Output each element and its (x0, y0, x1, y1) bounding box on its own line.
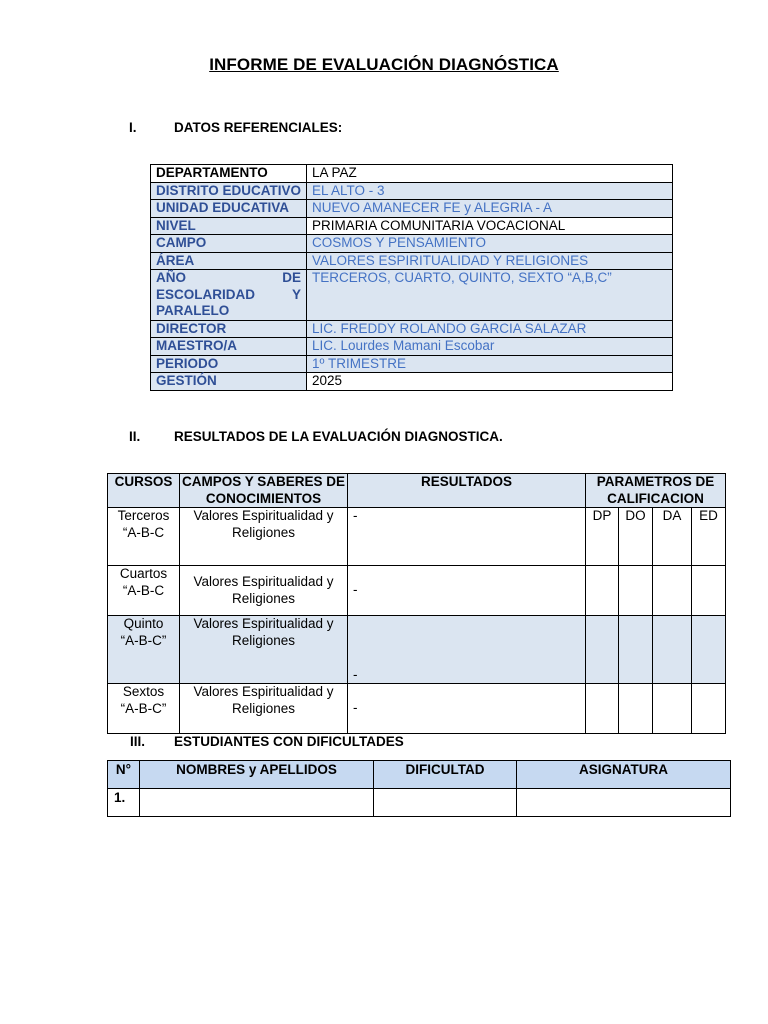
row-number: 1. (108, 789, 140, 817)
param-cell (692, 566, 726, 616)
field-label: UNIDAD EDUCATIVA (151, 200, 307, 218)
field-label-line: PARALELO (156, 303, 230, 318)
table-header-row (108, 474, 726, 508)
section-number: I. (129, 120, 137, 135)
table-row (151, 217, 673, 235)
estudiantes-table (107, 760, 731, 817)
curso-cell (108, 616, 180, 684)
header-campos: CAMPOS Y SABERES DE CONOCIMIENTOS (180, 474, 348, 508)
header-numero: N° (108, 761, 140, 789)
table-row (108, 508, 726, 566)
field-label: CAMPO (151, 235, 307, 253)
table-row (108, 616, 726, 684)
section-label: DATOS REFERENCIALES: (174, 120, 343, 135)
curso-line: Sextos (122, 684, 165, 699)
header-parametros: PARAMETROS DE CALIFICACION (586, 474, 726, 508)
param-dp: DP (586, 508, 619, 566)
asignatura-cell[interactable] (517, 789, 731, 817)
dificultad-cell[interactable] (374, 789, 517, 817)
table-row (151, 235, 673, 253)
resultado-cell: - (348, 566, 586, 616)
table-row (151, 338, 673, 356)
table-row (151, 252, 673, 270)
section-number: II. (129, 429, 141, 444)
curso-line: “A-B-C (122, 582, 165, 598)
campo-cell: Valores Espiritualidad y Religiones (180, 566, 348, 616)
param-cell (653, 566, 692, 616)
header-nombres: NOMBRES y APELLIDOS (140, 761, 374, 789)
field-label: NIVEL (151, 217, 307, 235)
section-3-heading (130, 734, 630, 752)
param-cell (619, 684, 653, 734)
section-1-heading (129, 120, 529, 138)
curso-line: Cuartos (119, 566, 168, 581)
campo-cell: Valores Espiritualidad y Religiones (180, 508, 348, 566)
field-label-line: AÑO DE (156, 270, 301, 285)
param-cell (586, 616, 619, 684)
curso-line: “A-B-C (122, 524, 165, 540)
field-value: PRIMARIA COMUNITARIA VOCACIONAL (307, 217, 673, 235)
table-row (108, 684, 726, 734)
header-dificultad: DIFICULTAD (374, 761, 517, 789)
resultados-table (107, 473, 726, 734)
param-cell (619, 616, 653, 684)
table-row (151, 200, 673, 218)
section-label: RESULTADOS DE LA EVALUACIÓN DIAGNOSTICA. (174, 429, 503, 444)
param-da: DA (653, 508, 692, 566)
field-label: DIRECTOR (151, 320, 307, 338)
field-value: COSMOS Y PENSAMIENTO (307, 235, 673, 253)
field-label (151, 270, 307, 321)
field-value: NUEVO AMANECER FE y ALEGRIA - A (307, 200, 673, 218)
header-asignatura: ASIGNATURA (517, 761, 731, 789)
param-cell (692, 684, 726, 734)
curso-line: “A-B-C” (120, 700, 167, 716)
field-value: EL ALTO - 3 (307, 182, 673, 200)
curso-cell (108, 508, 180, 566)
header-cursos: CURSOS (108, 474, 180, 508)
resultado-cell: - (348, 508, 586, 566)
report-title: INFORME DE EVALUACIÓN DIAGNÓSTICA (209, 55, 559, 74)
field-value: LIC. Lourdes Mamani Escobar (307, 338, 673, 356)
param-cell (586, 566, 619, 616)
campo-cell: Valores Espiritualidad y Religiones (180, 616, 348, 684)
param-do: DO (619, 508, 653, 566)
param-cell (653, 684, 692, 734)
curso-cell (108, 684, 180, 734)
table-row (151, 355, 673, 373)
field-value: LIC. FREDDY ROLANDO GARCIA SALAZAR (307, 320, 673, 338)
table-header-row (108, 761, 731, 789)
field-label: DEPARTAMENTO (151, 165, 307, 183)
table-row (108, 566, 726, 616)
field-label: DISTRITO EDUCATIVO (151, 182, 307, 200)
campo-cell: Valores Espiritualidad y Religiones (180, 684, 348, 734)
header-resultados: RESULTADOS (348, 474, 586, 508)
field-label: MAESTRO/A (151, 338, 307, 356)
field-label: ÁREA (151, 252, 307, 270)
field-label: PERIODO (151, 355, 307, 373)
field-value: TERCEROS, CUARTO, QUINTO, SEXTO “A,B,C” (307, 270, 673, 321)
field-label: GESTIÓN (151, 373, 307, 391)
section-2-heading (129, 429, 629, 447)
field-value: VALORES ESPIRITUALIDAD Y RELIGIONES (307, 252, 673, 270)
resultado-cell: - (348, 616, 586, 684)
table-row (151, 182, 673, 200)
resultado-cell: - (348, 684, 586, 734)
table-row (151, 373, 673, 391)
param-cell (692, 616, 726, 684)
param-ed: ED (692, 508, 726, 566)
table-row (151, 270, 673, 321)
param-cell (653, 616, 692, 684)
nombres-cell[interactable] (140, 789, 374, 817)
field-label-line: ESCOLARIDAD Y (156, 286, 301, 302)
section-label: ESTUDIANTES CON DIFICULTADES (174, 734, 404, 749)
param-cell (586, 684, 619, 734)
field-value: 2025 (307, 373, 673, 391)
param-cell (619, 566, 653, 616)
section-number: III. (130, 734, 146, 749)
field-value: LA PAZ (307, 165, 673, 183)
table-row (151, 165, 673, 183)
curso-line: “A-B-C” (120, 632, 167, 648)
datos-referenciales-table (150, 164, 673, 391)
curso-line: Terceros (117, 508, 170, 523)
table-row (108, 789, 731, 817)
table-row (151, 320, 673, 338)
curso-line: Quinto (123, 616, 164, 631)
field-value: 1º TRIMESTRE (307, 355, 673, 373)
curso-cell (108, 566, 180, 616)
